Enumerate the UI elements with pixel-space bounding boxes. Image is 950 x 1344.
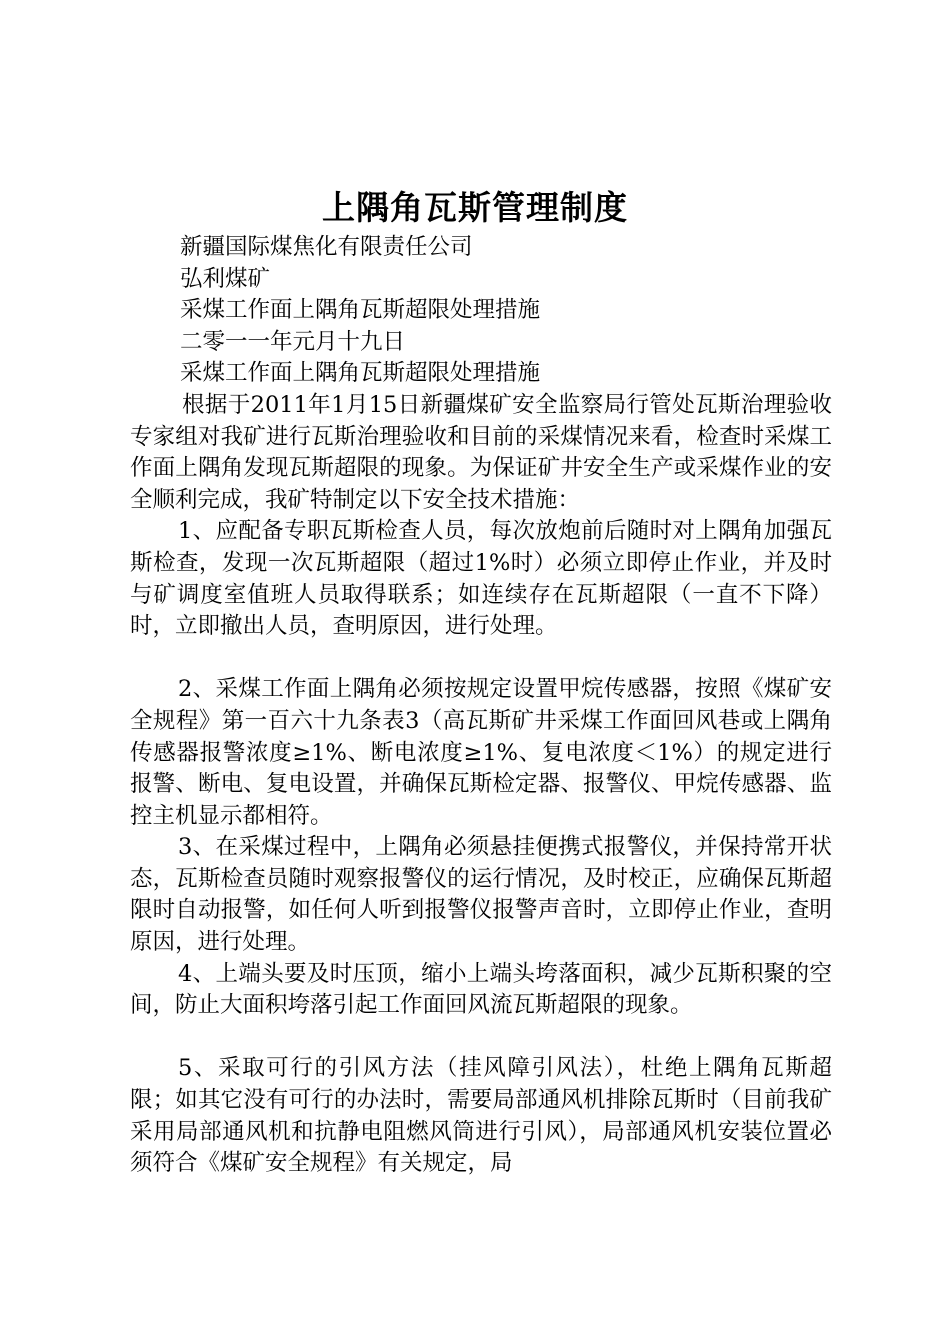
header-line-mine: 弘利煤矿 [180, 265, 271, 292]
document-body [130, 232, 832, 1180]
paragraph-item-4: 4、上端头要及时压顶，缩小上端头垮落面积，减少瓦斯积聚的空间，防止大面积垮落引起工作面回风流瓦斯超限的现象。 [130, 960, 832, 1019]
paragraph-item-5: 5、采取可行的引风方法（挂风障引风法），杜绝上隅角瓦斯超限；如其它没有可行的办法时，需要局部通风机排除瓦斯时（目前我矿采用局部通风机和抗静电阻燃风筒进行引风），局部通风机安装位置必须符合《煤矿安全规程》有关规定，局 [130, 1055, 832, 1177]
paragraph-item-2: 2、采煤工作面上隅角必须按规定设置甲烷传感器，按照《煤矿安全规程》第一百六十九条表3（高瓦斯矿井采煤工作面回风巷或上隅角传感器报警浓度≥1%、断电浓度≥1%、复电浓度＜1%）的规定进行报警、断电、复电设置，并确保瓦斯检定器、报警仪、甲烷传感器、监控主机显示都相符。 [130, 676, 832, 829]
header-line-company: 新疆国际煤焦化有限责任公司 [180, 234, 473, 260]
header-line-subject: 采煤工作面上隅角瓦斯超限处理措施 [180, 297, 541, 324]
header-line-subject-repeat: 采煤工作面上隅角瓦斯超限处理措施 [180, 360, 541, 387]
paragraph-item-1: 1、应配备专职瓦斯检查人员，每次放炮前后随时对上隅角加强瓦斯检查，发现一次瓦斯超限（超过1%时）必须立即停止作业，并及时与矿调度室值班人员取得联系；如连续存在瓦斯超限（一直不下降）时，立即撤出人员，查明原因，进行处理。 [130, 518, 832, 640]
paragraph-intro: 根据于2011年1月15日新疆煤矿安全监察局行管处瓦斯治理验收专家组对我矿进行瓦斯治理验收和目前的采煤情况来看，检查时采煤工作面上隅角发现瓦斯超限的现象。为保证矿井安全生产或采煤作业的安全顺利完成，我矿特制定以下安全技术措施： [130, 391, 832, 513]
header-line-date: 二零一一年元月十九日 [180, 328, 406, 355]
document-title: 上隅角瓦斯管理制度 [322, 188, 628, 227]
paragraph-item-3: 3、在采煤过程中，上隅角必须悬挂便携式报警仪，并保持常开状态，瓦斯检查员随时观察报警仪的运行情况，及时校正，应确保瓦斯超限时自动报警，如任何人听到报警仪报警声音时，立即停止作业，查明原因，进行处理。 [130, 834, 832, 956]
